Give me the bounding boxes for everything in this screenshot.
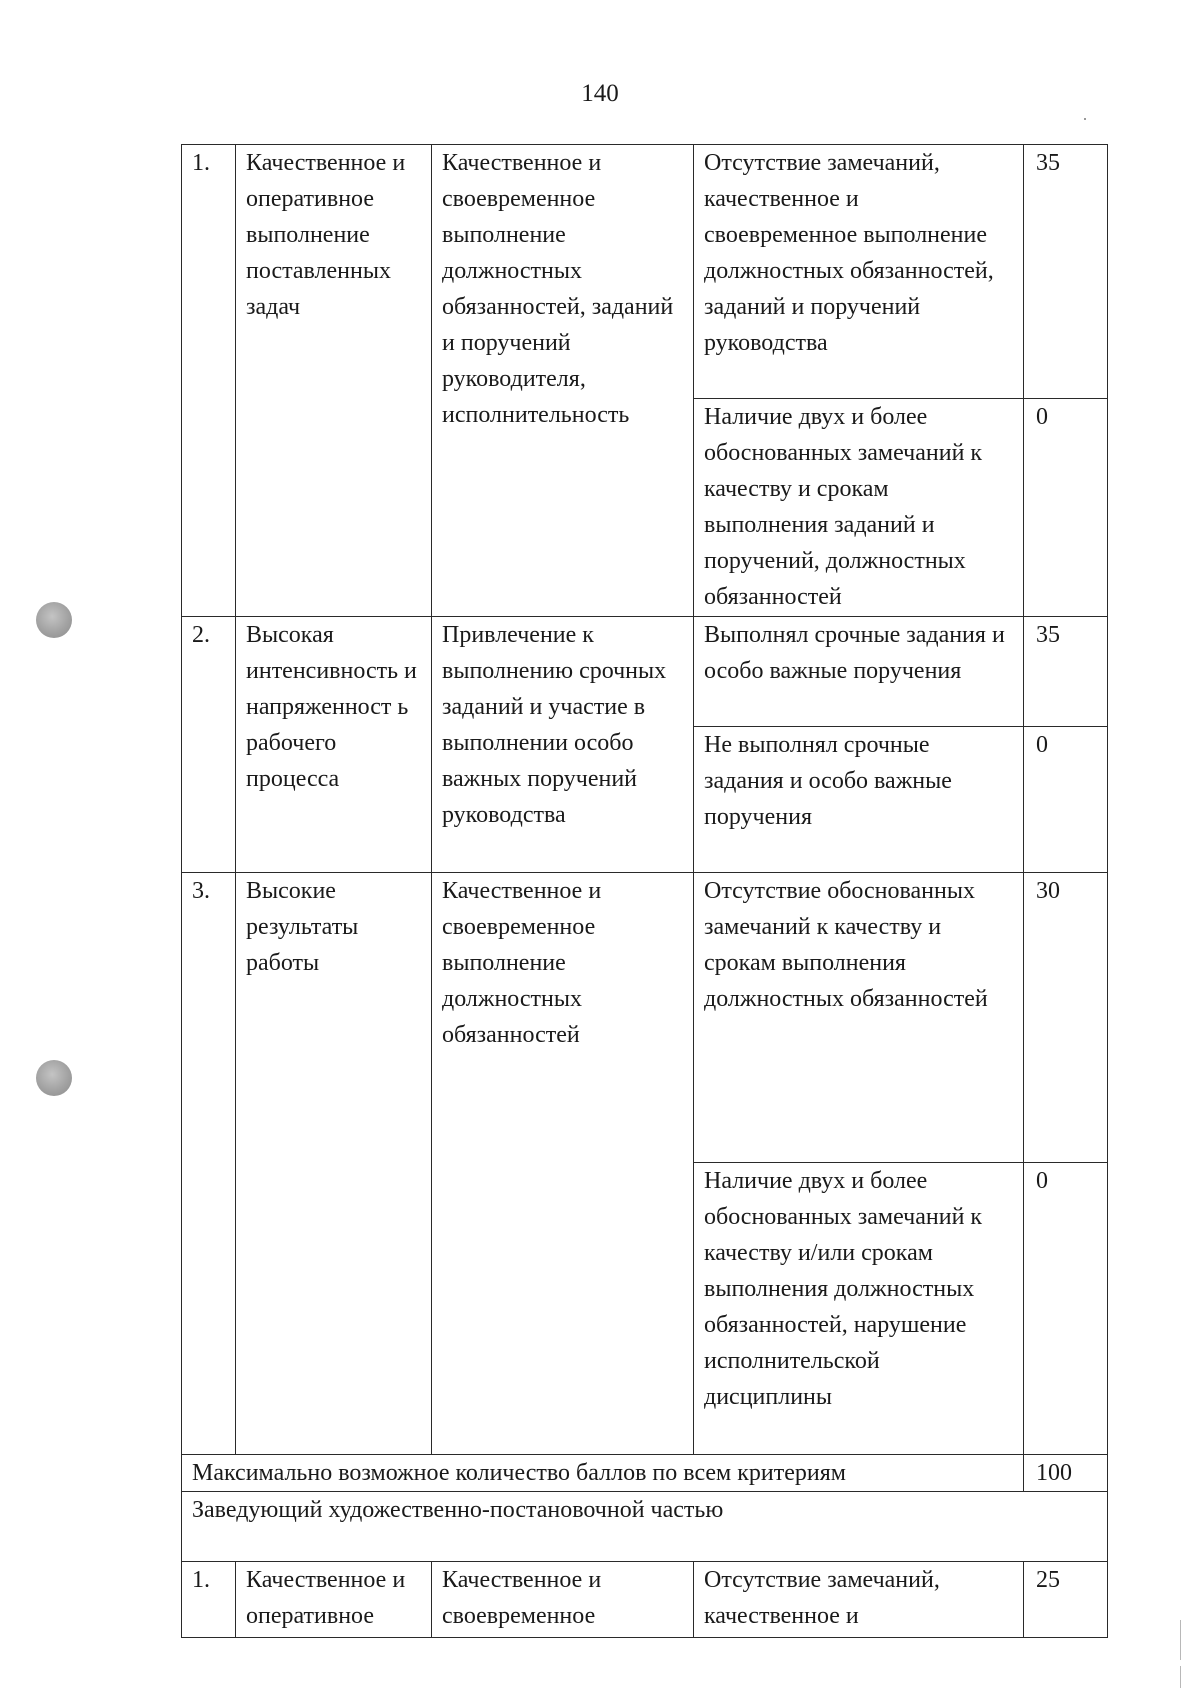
- level-condition: Наличие двух и более обоснованных замечаний к качеству и срокам выполнения заданий и поручений, должностных обязанностей: [694, 399, 1024, 617]
- section-heading-row: [182, 1492, 1108, 1562]
- section-heading: Заведующий художественно-постановочной частью: [182, 1492, 1108, 1562]
- punch-hole-mark: [36, 602, 72, 638]
- level-points: 35: [1024, 145, 1108, 399]
- total-row: [182, 1455, 1108, 1492]
- total-points: 100: [1024, 1455, 1108, 1492]
- criterion-name: Высокие результаты работы: [236, 873, 432, 1455]
- criterion-number: 3.: [182, 873, 236, 1455]
- level-condition: Отсутствие обоснованных замечаний к качеству и срокам выполнения должностных обязанностей: [694, 873, 1024, 1163]
- level-condition: Выполнял срочные задания и особо важные поручения: [694, 617, 1024, 727]
- level-condition: Наличие двух и более обоснованных замечаний к качеству и/или срокам выполнения должностных обязанностей, нарушение исполнительской дисциплины: [694, 1163, 1024, 1455]
- scan-speck: [1084, 118, 1086, 120]
- table-row: [182, 873, 1108, 1163]
- table-row: [182, 145, 1108, 399]
- level-condition: Отсутствие замечаний, качественное и своевременное выполнение должностных обязанностей, заданий и поручений руководства: [694, 145, 1024, 399]
- level-points: 35: [1024, 617, 1108, 727]
- criterion-number: 2.: [182, 617, 236, 873]
- criterion-indicator: Качественное и своевременное выполнение должностных обязанностей, заданий и поручений руководителя, исполнительность: [432, 145, 694, 617]
- page-number: 140: [581, 80, 619, 107]
- scan-edge-mark: [1180, 1620, 1181, 1660]
- total-label: Максимально возможное количество баллов по всем критериям: [182, 1455, 1024, 1492]
- criterion-number: 1.: [182, 1562, 236, 1638]
- scan-edge-mark: [1180, 1666, 1181, 1688]
- criterion-indicator: Качественное и своевременное выполнение должностных обязанностей: [432, 873, 694, 1455]
- level-condition: Отсутствие замечаний, качественное и: [694, 1562, 1024, 1638]
- criterion-indicator: Качественное и своевременное: [432, 1562, 694, 1638]
- table-row: [182, 1562, 1108, 1638]
- level-points: 30: [1024, 873, 1108, 1163]
- criterion-name: Качественное и оперативное выполнение поставленных задач: [236, 145, 432, 617]
- punch-hole-mark: [36, 1060, 72, 1096]
- criterion-name: Высокая интенсивность и напряженност ь рабочего процесса: [236, 617, 432, 873]
- criterion-number: 1.: [182, 145, 236, 617]
- level-points: 0: [1024, 727, 1108, 873]
- criterion-indicator: Привлечение к выполнению срочных заданий и участие в выполнении особо важных поручений руководства: [432, 617, 694, 873]
- criterion-name: Качественное и оперативное: [236, 1562, 432, 1638]
- level-points: 25: [1024, 1562, 1108, 1638]
- criteria-table: [181, 144, 1108, 1638]
- level-points: 0: [1024, 399, 1108, 617]
- level-points: 0: [1024, 1163, 1108, 1455]
- level-condition: Не выполнял срочные задания и особо важные поручения: [694, 727, 1024, 873]
- table-row: [182, 617, 1108, 727]
